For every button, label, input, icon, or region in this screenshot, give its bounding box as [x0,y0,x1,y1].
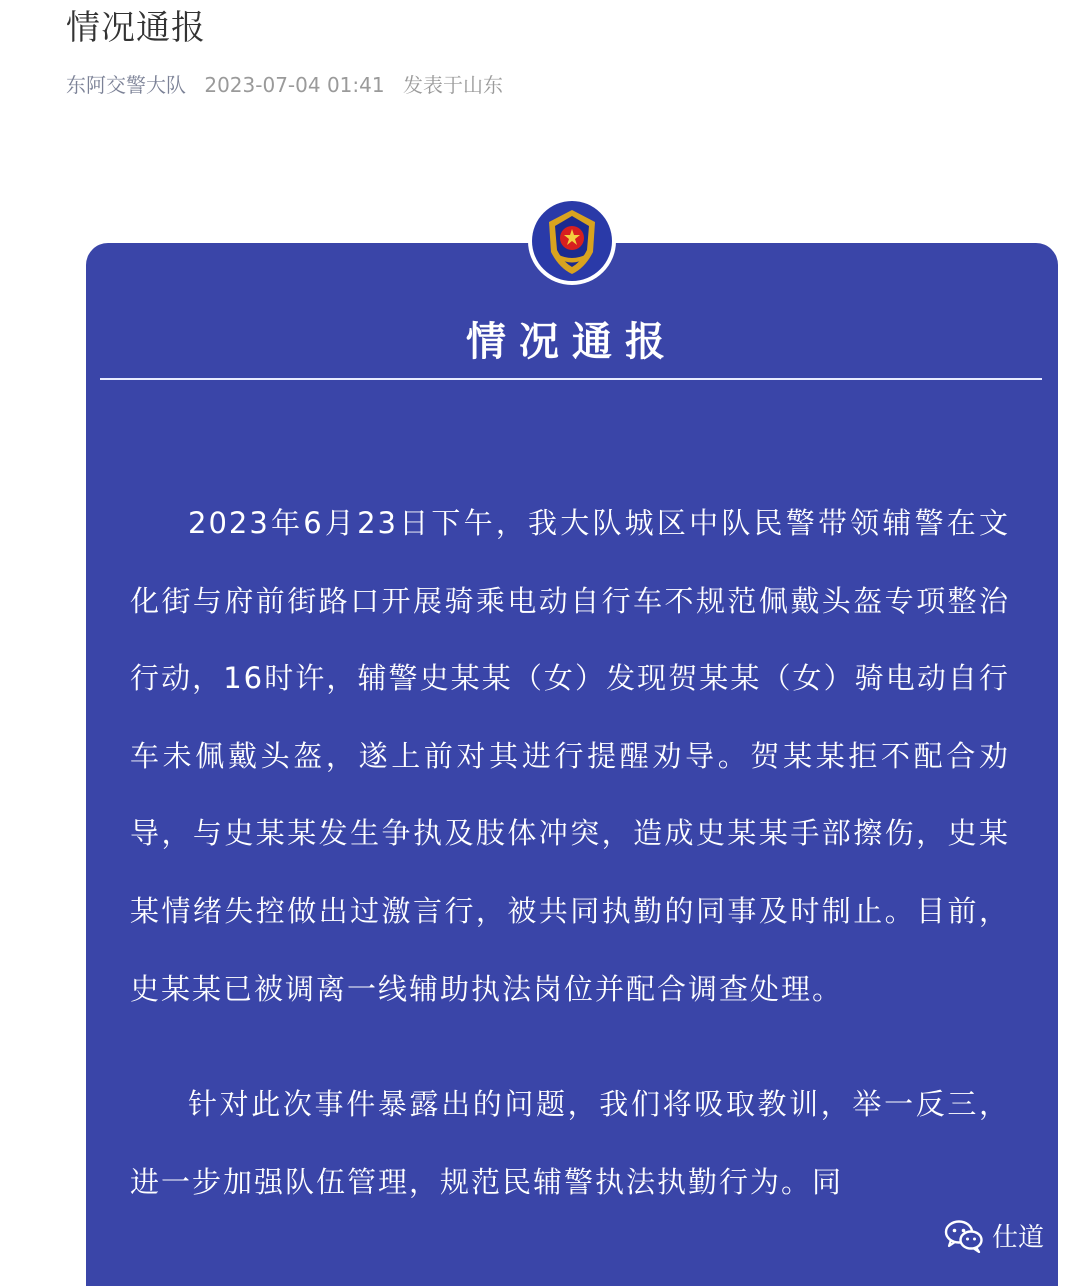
publish-datetime: 2023-07-04 01:41 [204,73,385,97]
author-link[interactable]: 东阿交警大队 [66,73,186,97]
watermark-text: 仕道 [992,1223,1045,1253]
source-watermark [944,1217,1044,1254]
police-emblem-icon [527,196,617,286]
notice-heading: 情况通报 [466,319,678,365]
publish-location: 发表于山东 [402,73,503,97]
heading-divider [100,378,1042,380]
notice-body [130,485,1010,1221]
wechat-icon [944,1219,984,1253]
article-meta [66,70,515,100]
article-title: 情况通报 [66,8,206,48]
notice-paragraph-2: 针对此次事件暴露出的问题，我们将吸取教训，举一反三，进一步加强队伍管理，规范民辅警执法执勤行为。同 [130,1087,1010,1199]
notice-paragraph-1: 2023年6月23日下午，我大队城区中队民警带领辅警在文化街与府前街路口开展骑乘电动自行车不规范佩戴头盔专项整治行动，16时许，辅警史某某（女）发现贺某某（女）骑电动自行车未佩戴头盔，遂上前对其进行提醒劝导。贺某某拒不配合劝导，与史某某发生争执及肢体冲突，造成史某某手部擦伤，史某某情绪失控做出过激言行，被共同执勤的同事及时制止。目前，史某某已被调离一线辅助执法岗位并配合调查处理。 [130,506,1010,1006]
